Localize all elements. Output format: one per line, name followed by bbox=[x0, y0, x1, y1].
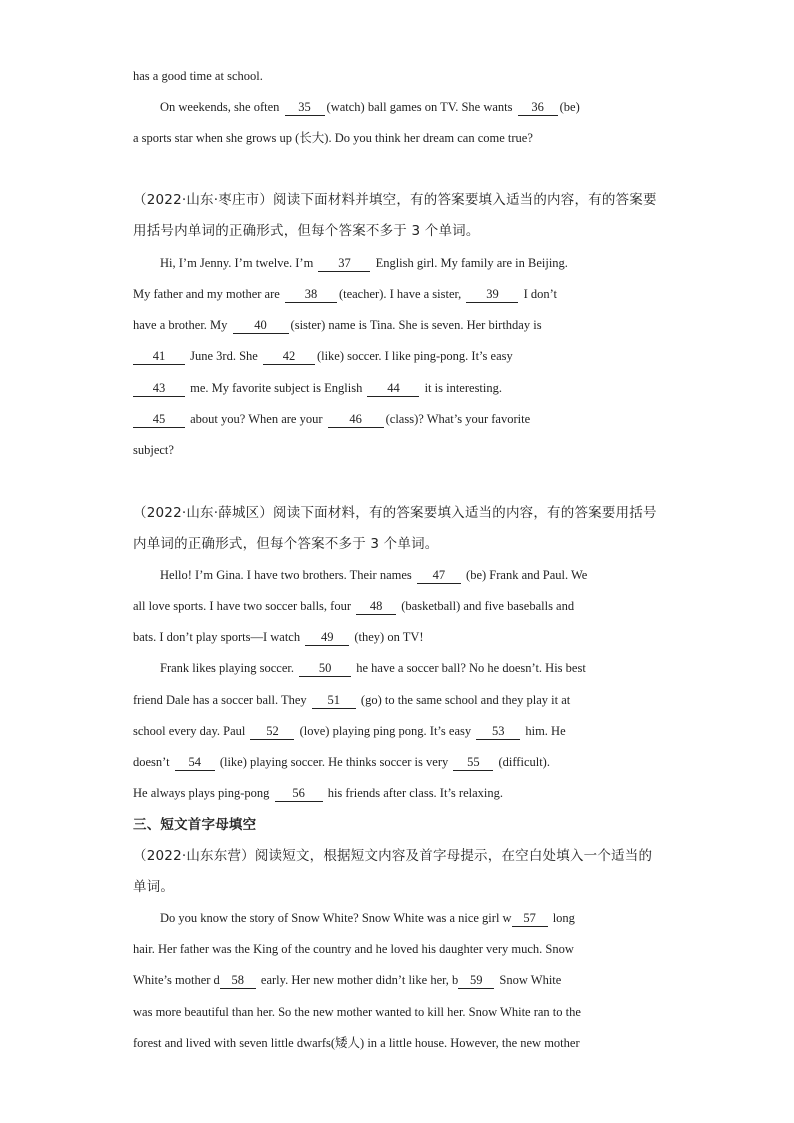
text-line: hair. Her father was the King of the country and he loved his daughter very much. Snow bbox=[133, 942, 574, 956]
section-instruction: （2022·山东·枣庄市）阅读下面材料并填空，有的答案要填入适当的内容，有的答案要 bbox=[133, 192, 657, 208]
blank-53[interactable]: 53 bbox=[476, 724, 520, 740]
text-line: school every day. Paul 52 (love) playing ping pong. It’s easy 53 him. He bbox=[133, 724, 566, 738]
blank-40[interactable]: 40 bbox=[233, 318, 289, 334]
blank-45[interactable]: 45 bbox=[133, 412, 185, 428]
blank-54[interactable]: 54 bbox=[175, 755, 215, 771]
blank-44[interactable]: 44 bbox=[367, 381, 419, 397]
section-instruction: 内单词的正确形式，但每个答案不多于 3 个单词。 bbox=[133, 536, 439, 552]
text-line: have a brother. My 40 (sister) name is Tina. She is seven. Her birthday is bbox=[133, 318, 542, 332]
text-line: 43 me. My favorite subject is English 44 it is interesting. bbox=[133, 378, 502, 398]
text-line: friend Dale has a soccer ball. They 51 (go) to the same school and they play it at bbox=[133, 693, 571, 707]
text-line: My father and my mother are 38 (teacher). I have a sister, 39 I don’t bbox=[133, 287, 558, 301]
text-line: 41 June 3rd. She 42 (like) soccer. I like ping-pong. It’s easy bbox=[133, 346, 513, 366]
blank-48[interactable]: 48 bbox=[356, 599, 396, 615]
blank-43[interactable]: 43 bbox=[133, 381, 185, 397]
blank-46[interactable]: 46 bbox=[328, 412, 384, 428]
section-instruction: 用括号内单词的正确形式，但每个答案不多于 3 个单词。 bbox=[133, 223, 480, 239]
blank-56[interactable]: 56 bbox=[275, 786, 323, 802]
text-line: doesn’t 54 (like) playing soccer. He thinks soccer is very 55 (difficult). bbox=[133, 755, 550, 769]
blank-39[interactable]: 39 bbox=[466, 287, 518, 303]
blank-35[interactable]: 35 bbox=[285, 100, 325, 116]
blank-41[interactable]: 41 bbox=[133, 349, 185, 365]
blank-50[interactable]: 50 bbox=[299, 661, 351, 677]
text-line: On weekends, she often 35 (watch) ball games on TV. She wants 36 (be) bbox=[160, 100, 580, 114]
text-line: Hi, I’m Jenny. I’m twelve. I’m 37 English girl. My family are in Beijing. bbox=[160, 256, 568, 270]
section-instruction: （2022·山东·薛城区）阅读下面材料，有的答案要填入适当的内容，有的答案要用括号 bbox=[133, 505, 657, 521]
text-line: was more beautiful than her. So the new mother wanted to kill her. Snow White ran to the bbox=[133, 1005, 581, 1019]
text-line: all love sports. I have two soccer balls, four 48 (basketball) and five baseballs and bbox=[133, 599, 575, 613]
text-line: forest and lived with seven little dwarfs(矮人) in a little house. However, the new mother bbox=[133, 1036, 580, 1050]
blank-51[interactable]: 51 bbox=[312, 693, 356, 709]
blank-58[interactable]: 58 bbox=[220, 973, 256, 989]
text-line: bats. I don’t play sports—I watch 49 (they) on TV! bbox=[133, 630, 424, 644]
blank-52[interactable]: 52 bbox=[250, 724, 294, 740]
text-line: 45 about you? When are your 46 (class)? What’s your favorite bbox=[133, 409, 530, 429]
section-instruction: 单词。 bbox=[133, 879, 175, 895]
section-instruction: （2022·山东东营）阅读短文，根据短文内容及首字母提示，在空白处填入一个适当的 bbox=[133, 848, 653, 864]
blank-38[interactable]: 38 bbox=[285, 287, 337, 303]
text-line: has a good time at school. bbox=[133, 69, 263, 83]
blank-57[interactable]: 57 bbox=[512, 911, 548, 927]
text-line: Do you know the story of Snow White? Snow White was a nice girl w 57 long bbox=[160, 911, 575, 925]
blank-49[interactable]: 49 bbox=[305, 630, 349, 646]
text-line: a sports star when she grows up (长大). Do you think her dream can come true? bbox=[133, 131, 533, 145]
text-line: Frank likes playing soccer. 50 he have a soccer ball? No he doesn’t. His best bbox=[160, 661, 586, 675]
blank-59[interactable]: 59 bbox=[458, 973, 494, 989]
text-line: He always plays ping-pong 56 his friends after class. It’s relaxing. bbox=[133, 786, 503, 800]
blank-47[interactable]: 47 bbox=[417, 568, 461, 584]
text-line: subject? bbox=[133, 443, 174, 457]
blank-36[interactable]: 36 bbox=[518, 100, 558, 116]
text-line: Hello! I’m Gina. I have two brothers. Their names 47 (be) Frank and Paul. We bbox=[160, 568, 588, 582]
blank-55[interactable]: 55 bbox=[453, 755, 493, 771]
text-line: White’s mother d 58 early. Her new mother didn’t like her, b 59 Snow White bbox=[133, 973, 562, 987]
section-title: 三、短文首字母填空 bbox=[133, 817, 257, 833]
blank-37[interactable]: 37 bbox=[318, 256, 370, 272]
blank-42[interactable]: 42 bbox=[263, 349, 315, 365]
